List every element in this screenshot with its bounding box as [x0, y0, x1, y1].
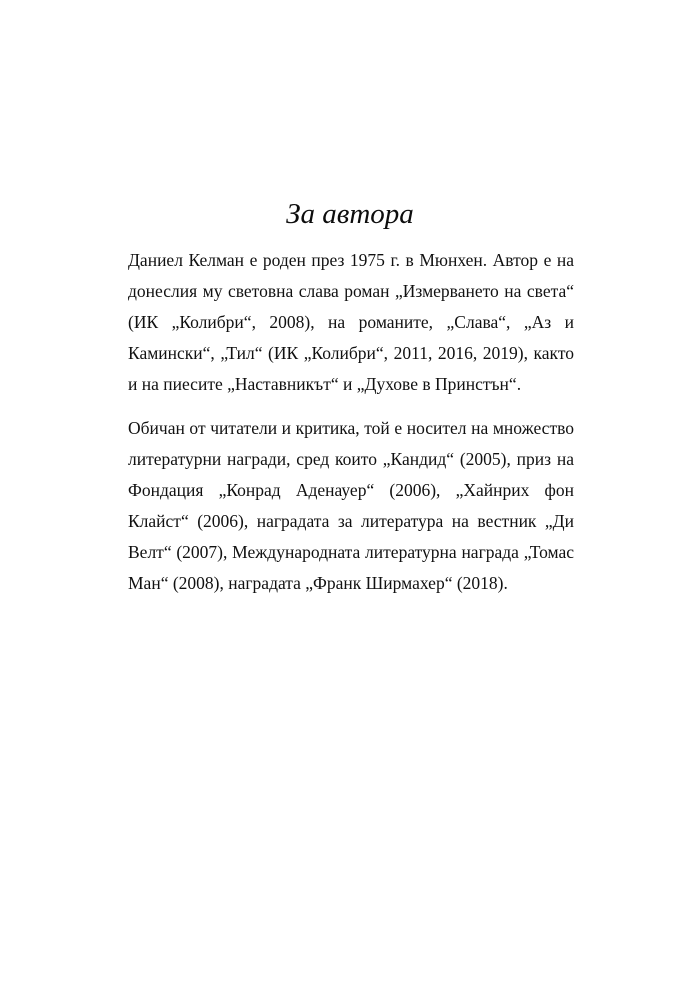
author-bio	[128, 245, 574, 599]
bio-paragraph-1: Даниел Келман е роден през 1975 г. в Мюнхен. Автор е на донеслия му световна слава роман „Измерването на света“ (ИК „Колибри“, 2008), на романите, „Слава“, „Аз и Камински“, „Тил“ (ИК „Колибри“, 2011, 2016, 2019), както и на пиесите „Наставникът“ и „Духове в Принстън“.	[128, 250, 574, 394]
bio-paragraph-2: Обичан от читатели и критика, той е носител на множество литературни награди, сред които „Кандид“ (2005), приз на Фондация „Конрад Аденауер“ (2006), „Хайнрих фон Клайст“ (2006), наградата за литература на вестник „Ди Велт“ (2007), Международната литературна награда „Томас Ман“ (2008), наградата „Франк Ширмахер“ (2018).	[128, 418, 574, 593]
page-title: За автора	[286, 198, 414, 230]
